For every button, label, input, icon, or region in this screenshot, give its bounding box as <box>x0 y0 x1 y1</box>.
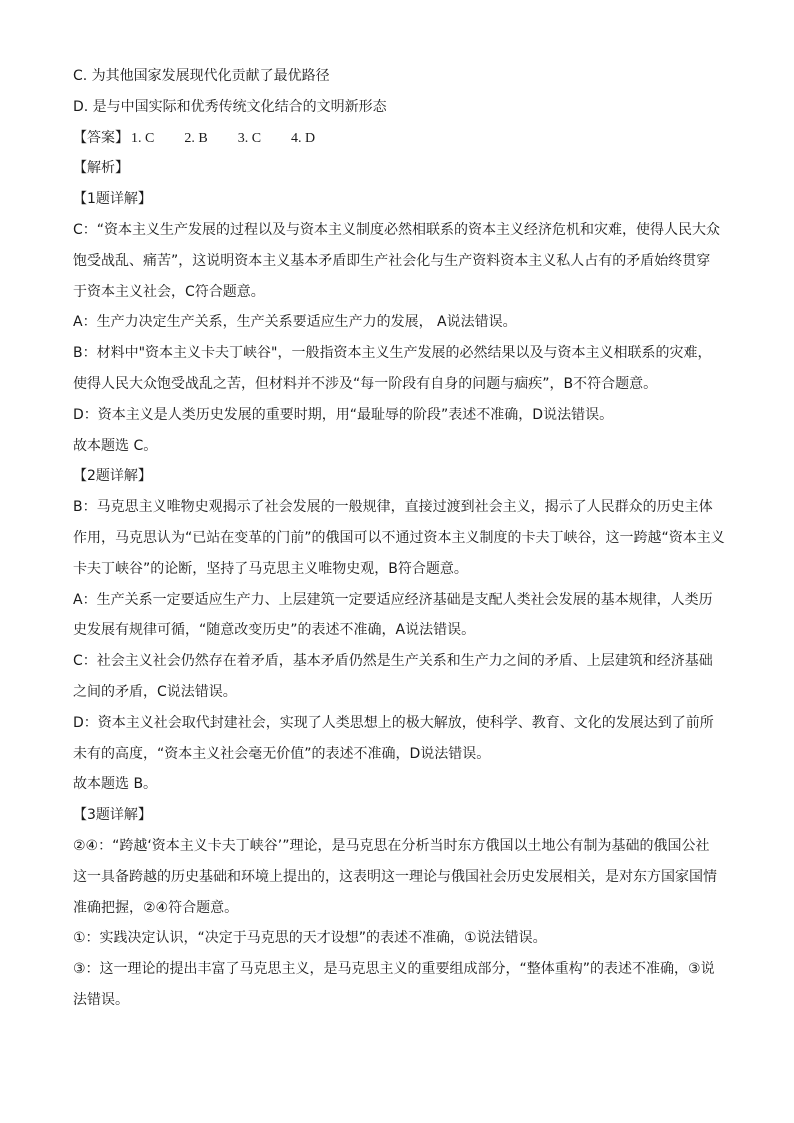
q1-option-c-line: 于资本主义社会，C符合题意。 <box>73 283 265 300</box>
q1-option-b-line: 使得人民大众饱受战乱之苦，但材料并不涉及“每一阶段有自身的问题与痼疾”，B不符合题意。 <box>73 375 658 392</box>
q1-option-b-line: B：材料中"资本主义卡夫丁峡谷"，一般指资本主义生产发展的必然结果以及与资本主义相联系的灾难， <box>73 345 712 362</box>
answer-row <box>73 128 733 148</box>
q2-option-a-line: A：生产关系一定要适应生产力、上层建筑一定要适应经济基础是支配人类社会发展的基本规律，人类历 <box>73 591 713 608</box>
option-c: C. 为其他国家发展现代化贡献了最优路径 <box>73 68 330 84</box>
q3-option-3-line: ③：这一理论的提出丰富了马克思主义，是马克思主义的重要组成部分，“整体重构”的表述不准确，③说 <box>73 961 715 978</box>
answer-label: 【答案】 <box>73 129 129 146</box>
q1-option-d-line: D：资本主义是人类历史发展的重要时期，用“最耻辱的阶段”表述不准确，D说法错误。 <box>73 406 614 423</box>
option-d: D. 是与中国实际和优秀传统文化结合的文明新形态 <box>73 98 387 115</box>
q2-option-c-line: C：社会主义社会仍然存在着矛盾，基本矛盾仍然是生产关系和生产力之间的矛盾、上层建筑和经济基础 <box>73 653 713 670</box>
q2-conclusion: 故本题选 B。 <box>73 776 158 793</box>
q3-option-1-line: ①：实践决定认识，“决定于马克思的天才设想”的表述不准确，①说法错误。 <box>73 930 547 947</box>
q2-option-b-line: 作用，马克思认为“已站在变革的门前”的俄国可以不通过资本主义制度的卡夫丁峡谷，这一跨越“资本主义 <box>73 529 725 546</box>
q2-heading: 【2题详解】 <box>73 468 152 485</box>
q1-option-c-line: C：“资本主义生产发展的过程以及与资本主义制度必然相联系的资本主义经济危机和灾难，使得人民大众 <box>73 221 721 238</box>
answer-item: 1. C <box>131 130 155 146</box>
q2-option-a-line: 史发展有规律可循，“随意改变历史”的表述不准确，A说法错误。 <box>73 622 476 639</box>
answer-item: 2. B <box>184 130 208 146</box>
answer-item: 3. C <box>237 130 262 146</box>
q2-option-c-line: 之间的矛盾，C说法错误。 <box>73 683 237 700</box>
q3-heading: 【3题详解】 <box>73 807 152 824</box>
q3-option-24-line: 准确把握，②④符合题意。 <box>73 899 239 916</box>
q1-option-a-line: A：生产力决定生产关系，生产关系要适应生产力的发展， A说法错误。 <box>73 314 517 331</box>
q2-option-d-line: D：资本主义社会取代封建社会，实现了人类思想上的极大解放，使科学、教育、文化的发展达到了前所 <box>73 714 714 731</box>
document-content <box>73 66 733 1021</box>
q1-conclusion: 故本题选 C。 <box>73 437 158 454</box>
answer-item: 4. D <box>291 130 316 146</box>
q2-option-d-line: 未有的高度，“资本主义社会毫无价值”的表述不准确，D说法错误。 <box>73 745 491 762</box>
q3-option-24-line: ②④：“跨越‘资本主义卡夫丁峡谷’”理论，是马克思在分析当时东方俄国以土地公有制为基础的俄国公社 <box>73 837 710 854</box>
q2-option-b-line: 卡夫丁峡谷”的论断，坚持了马克思主义唯物史观，B符合题意。 <box>73 560 468 577</box>
q1-heading: 【1题详解】 <box>73 191 152 208</box>
q1-option-c-line: 饱受战乱、痛苦”，这说明资本主义基本矛盾即生产社会化与生产资料资本主义私人占有的矛盾始终贯穿 <box>73 252 711 269</box>
q3-option-24-line: 这一具备跨越的历史基础和环境上提出的，这表明这一理论与俄国社会历史发展相关，是对东方国家国情 <box>73 868 717 885</box>
q2-option-b-line: B：马克思主义唯物史观揭示了社会发展的一般规律，直接过渡到社会主义，揭示了人民群众的历史主体 <box>73 499 713 516</box>
analysis-heading: 【解析】 <box>73 160 129 177</box>
q3-option-3-line: 法错误。 <box>73 991 129 1008</box>
